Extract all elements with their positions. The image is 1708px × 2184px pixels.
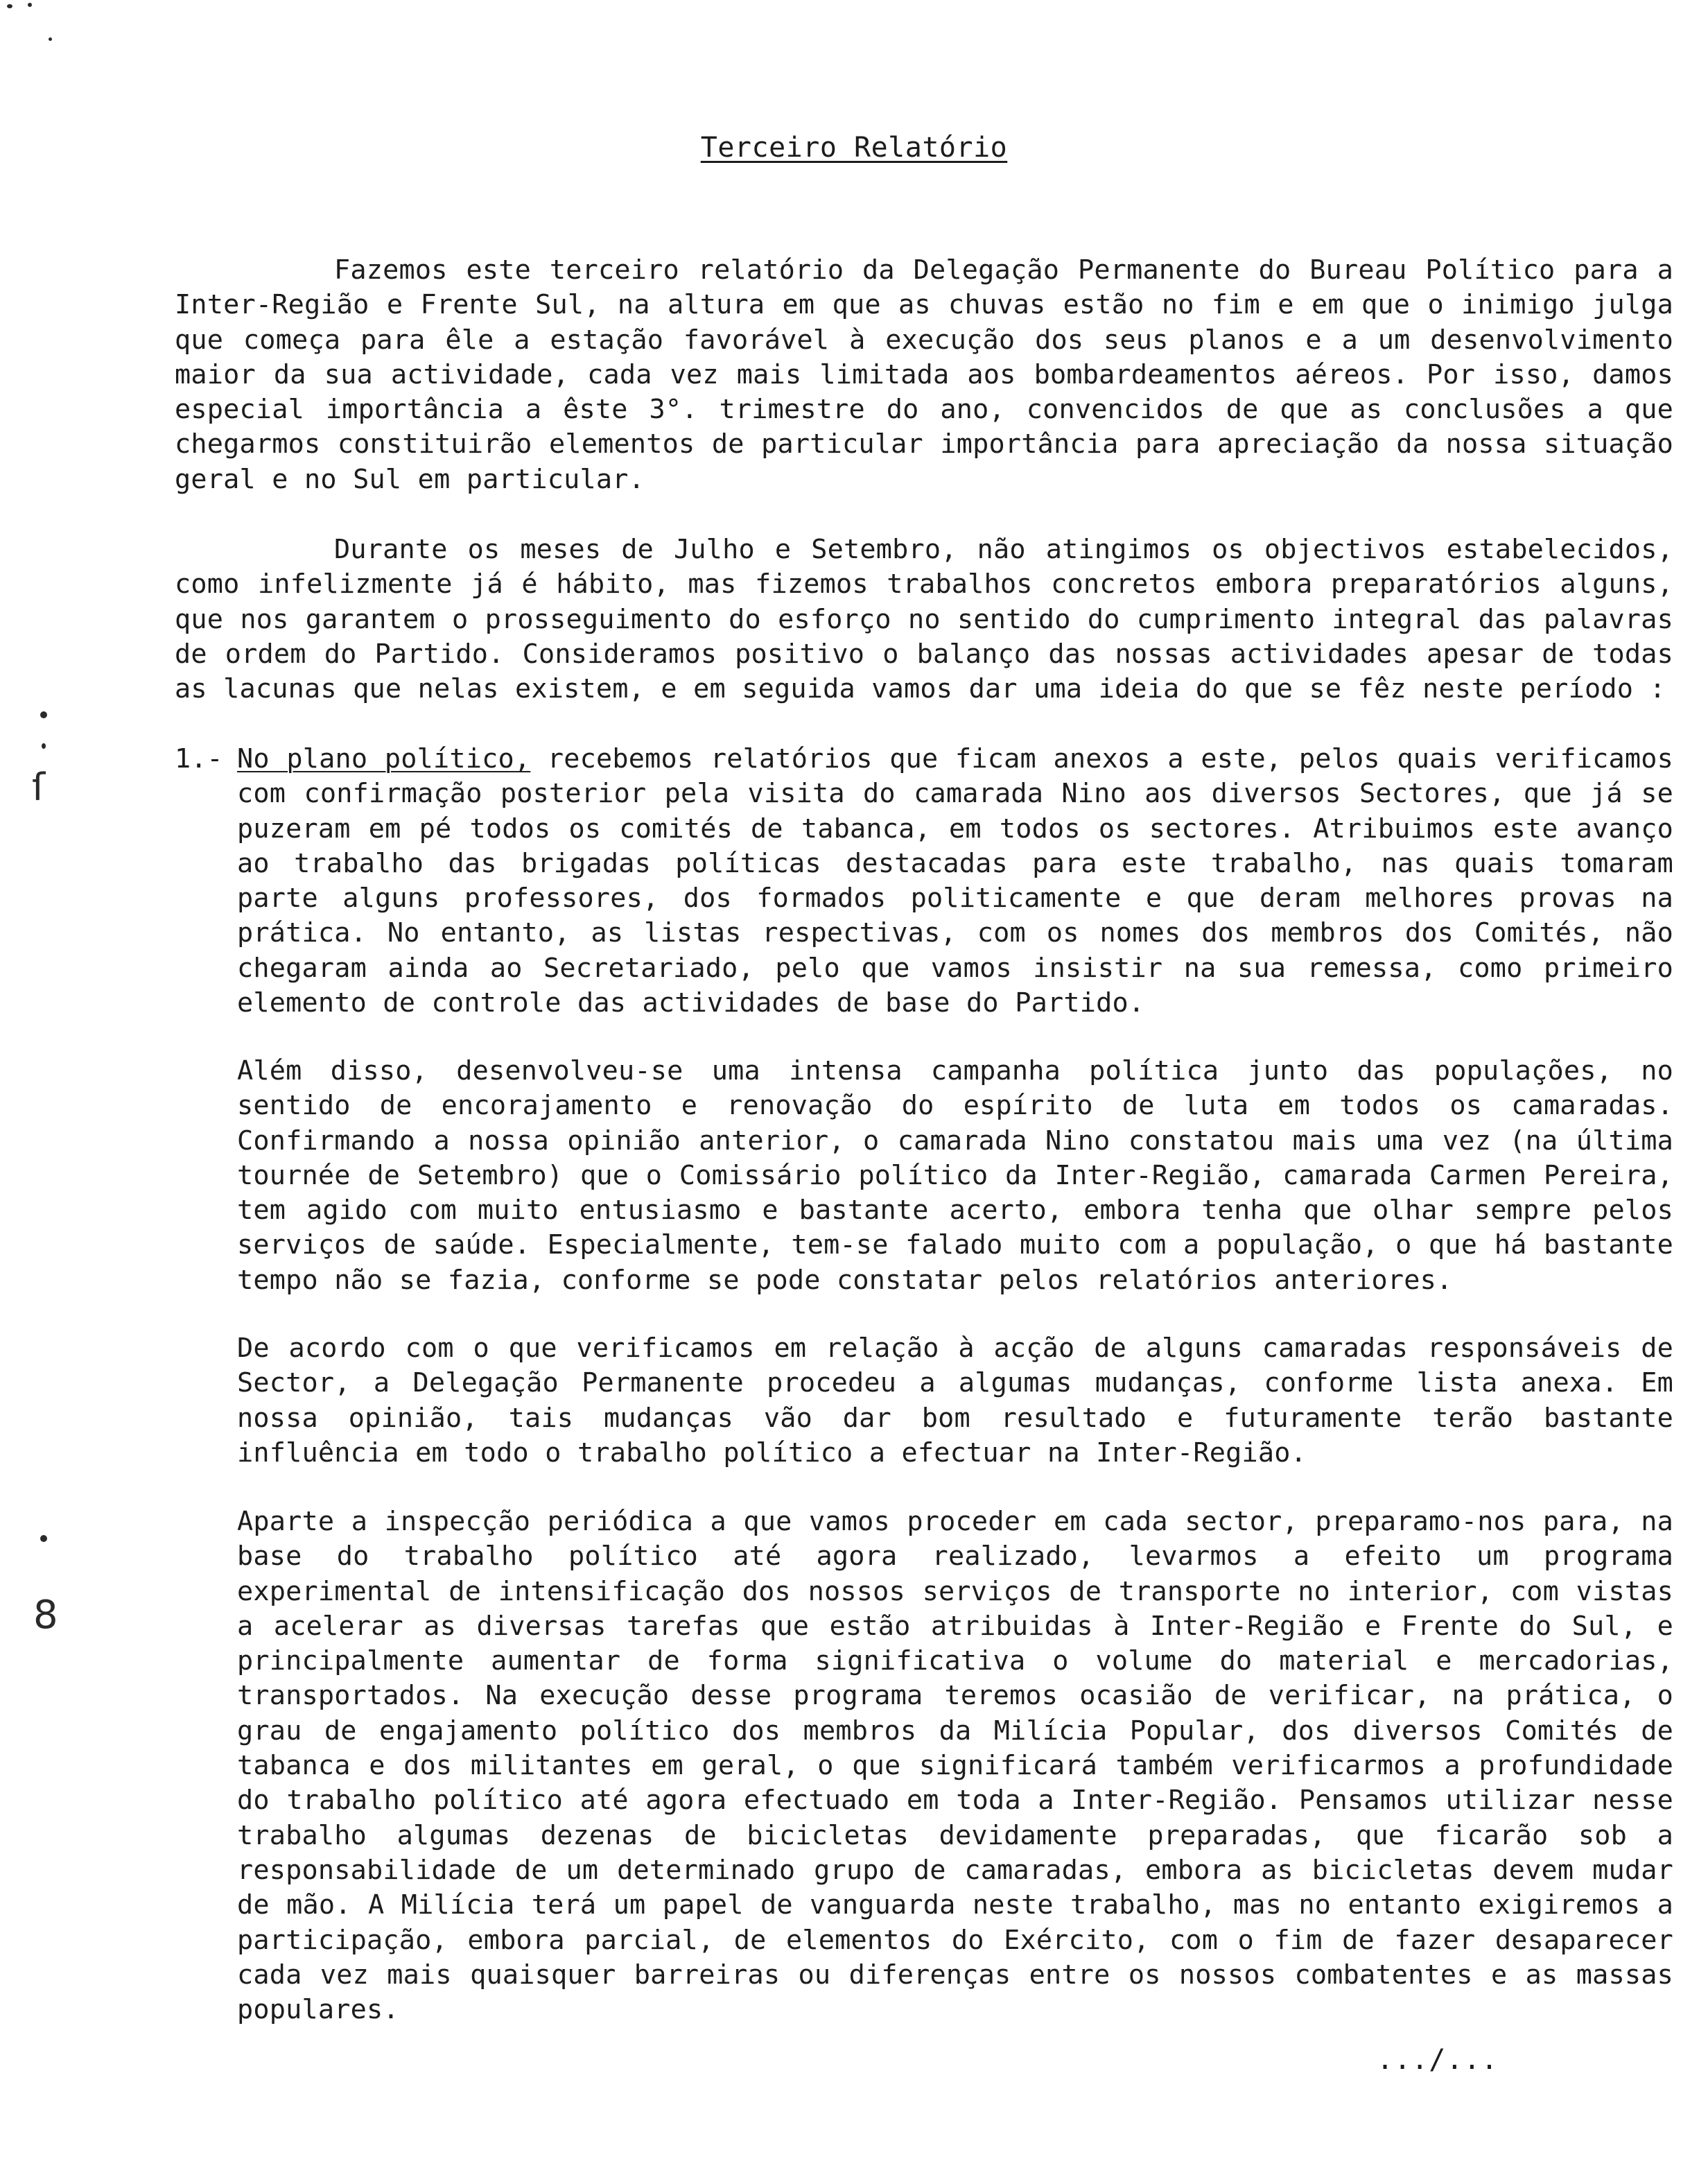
scan-speck xyxy=(7,4,12,8)
list-item xyxy=(237,742,1673,1021)
paragraph: Fazemos este terceiro relatório da Delegação Permanente do Bureau Político para a Inter-Região e Frente Sul, na altura em que as chuvas estão no fim e em que o inimigo julga que começa para êle a estação favorável à execução dos seus planos e a um desenvolvimento maior da sua actividade, cada vez mais limitada aos bombardeamentos aéreos. Por isso, damos especial importância a êste 3°. trimestre do ano, convencidos de que as conclusões a que chegarmos constituirão elementos de particular importância para apreciação da nossa situação geral e no Sul em particular. xyxy=(175,254,1673,495)
scan-speck xyxy=(28,3,32,7)
list-item-heading: No plano político, xyxy=(237,743,531,774)
paragraph: Além disso, desenvolveu-se uma intensa campanha política junto das populações, no sentido de encorajamento e renovação do espírito de luta em todos os camaradas. Confirmando a nossa opinião anterior, o camarada Nino constatou mais uma vez (na última tournée de Setembro) que o Comissário político da Inter-Região, camarada Carmen Pereira, tem agido com muito entusiasmo e bastante acerto, embora tenha que olhar sempre pelos serviços de saúde. Especialmente, tem-se falado muito com a população, o que há bastante tempo não se fazia, conforme se pode constatar pelos relatórios anteriores. xyxy=(237,1055,1673,1296)
list-item-text: recebemos relatórios que ficam anexos a este, pelos quais verificamos com confirmação posterior pela visita do camarada Nino aos diversos Sectores, que já se puzeram em pé todos os comités de tabanca, em todos os sectores. Atribuimos este avanço ao trabalho das brigadas políticas destacadas para este trabalho, nas quais tomaram parte alguns professores, dos formados politicamente e que deram melhores provas na prática. No entanto, as listas respectivas, com os nomes dos membros dos Comités, não chegaram ainda ao Secretariado, pelo que vamos insistir na sua remessa, como primeiro elemento de controle das actividades de base do Partido. xyxy=(237,743,1673,1019)
margin-mark: ſ xyxy=(32,765,46,809)
margin-dot xyxy=(40,711,47,718)
paragraph: Aparte a inspecção periódica a que vamos proceder em cada sector, preparamo-nos para, na base do trabalho político até agora realizado, levarmos a efeito um programa experimental de intensificação dos nossos serviços de transporte no interior, com vistas a acelerar as diversas tarefas que estão atribuidas à Inter-Região e Frente do Sul, e principalmente aumentar de forma significativa o volume do material e mercadorias, transportados. Na execução desse programa teremos ocasião de verificar, na prática, o grau de engajamento político dos membros da Milícia Popular, dos diversos Comités de tabanca e dos militantes em geral, o que significará também verificarmos a profundidade do trabalho político até agora efectuado em toda a Inter-Região. Pensamos utilizar nesse trabalho algumas dezenas de bicicletas devidamente preparadas, que ficarão sob a responsabilidade de um determinado grupo de camaradas, embora as bicicletas devem mudar de mão. A Milícia terá um papel de vanguarda neste trabalho, mas no entanto exigiremos a participação, embora parcial, de elementos do Exército, com o fim de fazer desaparecer cada vez mais quaisquer barreiras ou diferenças entre os nossos combatentes e as massas populares. xyxy=(237,1506,1673,2026)
margin-dot xyxy=(40,1535,47,1542)
scan-speck xyxy=(49,37,52,41)
page-title: Terceiro Relatório xyxy=(700,132,1008,164)
margin-mark: 8 xyxy=(33,1593,58,1638)
paragraph: De acordo com o que verificamos em relação à acção de alguns camaradas responsáveis de Sector, a Delegação Permanente procedeu a algumas mudanças, conforme lista anexa. Em nossa opinião, tais mudanças vão dar bom resultado e futuramente terão bastante influência em todo o trabalho político a efectuar na Inter-Região. xyxy=(237,1333,1673,1468)
margin-dot xyxy=(42,743,46,749)
paragraph: Durante os meses de Julho e Setembro, não atingimos os objectivos estabelecidos, como infelizmente já é hábito, mas fizemos trabalhos concretos embora preparatórios alguns, que nos garantem o prosseguimento do esforço no sentido do cumprimento integral das palavras de ordem do Partido. Consideramos positivo o balanço das nossas actividades apesar de todas as lacunas que nelas existem, e em seguida vamos dar uma ideia do que se fêz neste período : xyxy=(175,534,1673,705)
list-item-number: 1.- xyxy=(175,743,223,774)
continued-marker: .../... xyxy=(1377,2044,1499,2076)
